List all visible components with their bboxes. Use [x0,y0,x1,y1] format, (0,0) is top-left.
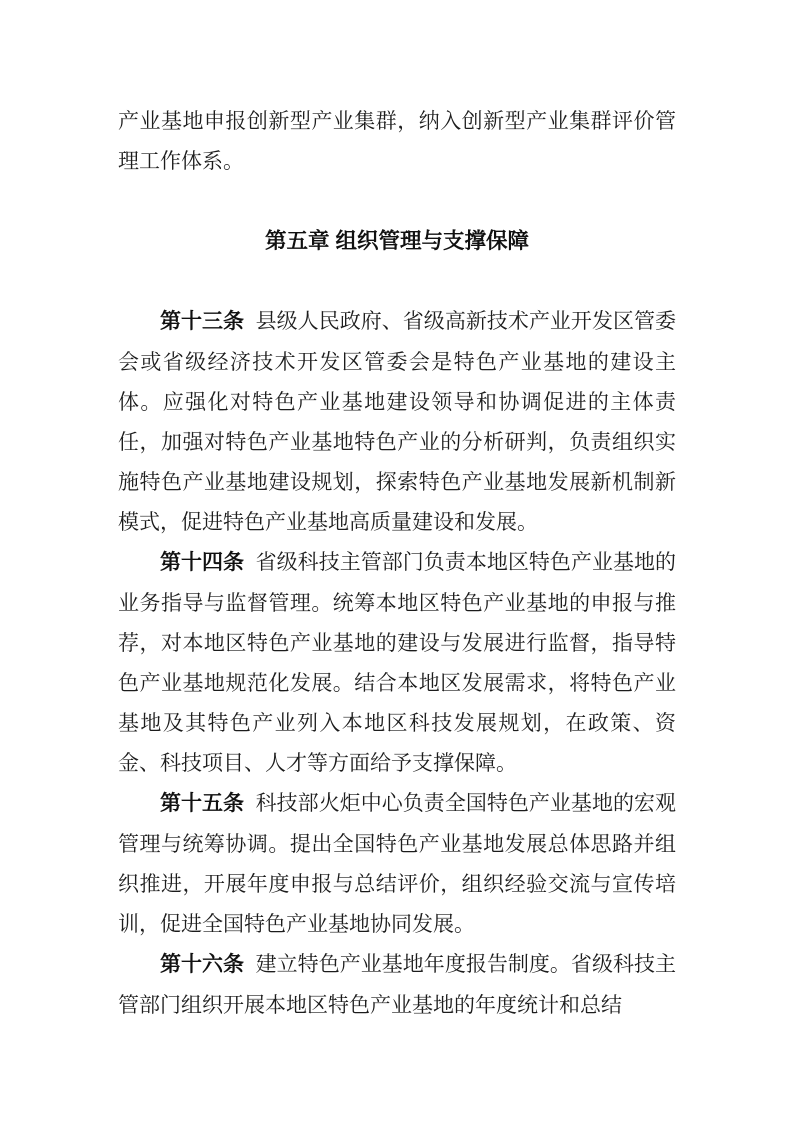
article-number-16: 第十六条 [160,953,245,976]
article-paragraph-15 [118,783,676,944]
article-text-16: 建立特色产业基地年度报告制度。省级科技主管部门组织开展本地区特色产业基地的年度统计和总结 [118,952,677,1017]
article-paragraph-13 [118,301,676,542]
article-number-13: 第十三条 [160,310,245,333]
article-text-14: 省级科技主管部门负责本地区特色产业基地的业务指导与监督管理。统筹本地区特色产业基地的申报与推荐，对本地区特色产业基地的建设与发展进行监督，指导特色产业基地规范化发展。结合本地区发展需求，将特色产业基地及其特色产业列入本地区科技发展规划，在政策、资金、科技项目、人才等方面给予支撑保障。 [118,550,677,775]
article-text-15: 科技部火炬中心负责全国特色产业基地的宏观管理与统筹协调。提出全国特色产业基地发展总体思路并组织推进，开展年度申报与总结评价，组织经验交流与宣传培训，促进全国特色产业基地协同发展。 [118,791,677,936]
article-text-13: 县级人民政府、省级高新技术产业开发区管委会或省级经济技术开发区管委会是特色产业基地的建设主体。应强化对特色产业基地建设领导和协调促进的主体责任，加强对特色产业基地特色产业的分析研判，负责组织实施特色产业基地建设规划，探索特色产业基地发展新机制新模式，促进特色产业基地高质量建设和发展。 [118,309,677,534]
article-paragraph-16 [118,944,676,1025]
document-body [118,101,676,1025]
intro-paragraph: 产业基地申报创新型产业集群，纳入创新型产业集群评价管理工作体系。 [118,109,676,173]
chapter-heading: 第五章 组织管理与支撑保障 [265,229,529,253]
article-number-14: 第十四条 [160,551,245,574]
article-paragraph-14 [118,542,676,783]
article-number-15: 第十五条 [160,792,245,815]
